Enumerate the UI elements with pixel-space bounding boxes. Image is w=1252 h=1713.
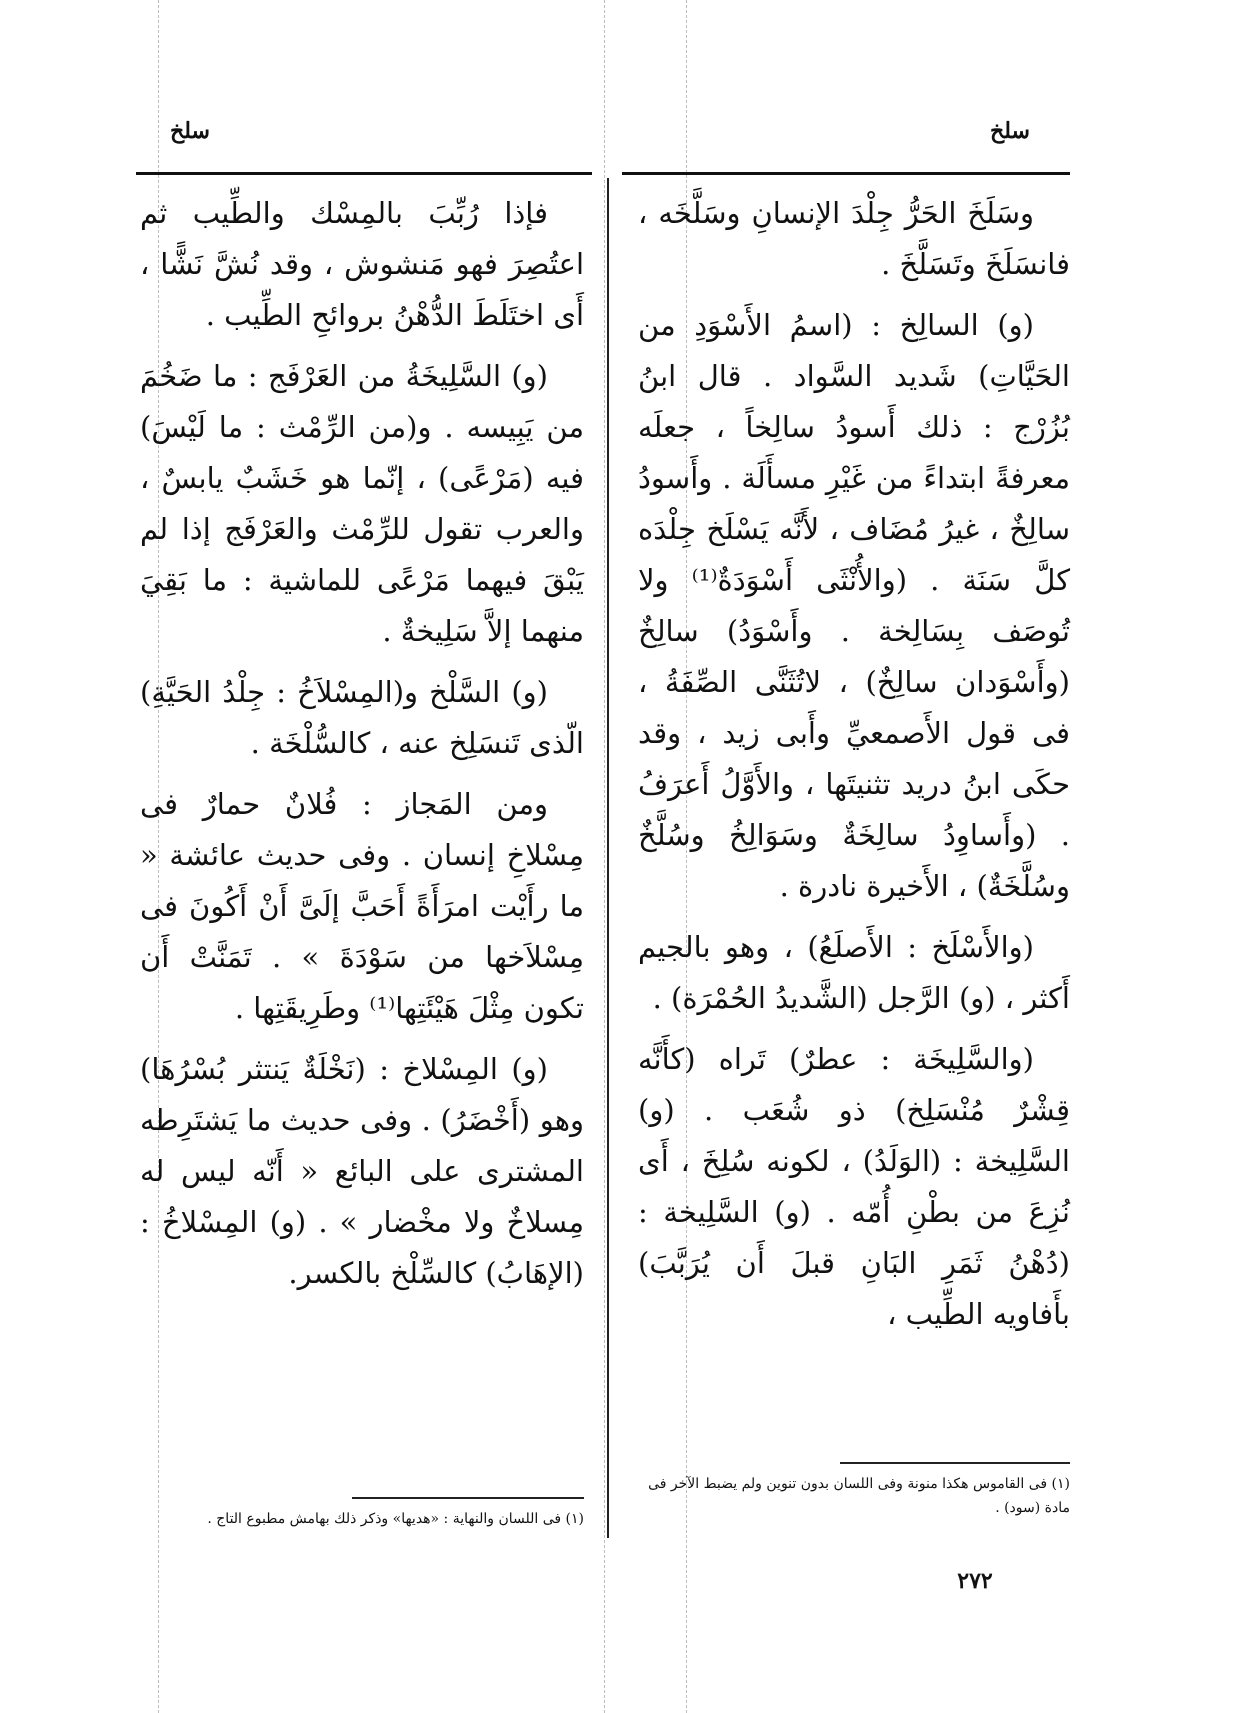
entry-paragraph: (والأَسْلَخ : الأَصلَعُ) ، وهو بالجيم أَكثر ، (و) الرَّجل (الشَّديدُ الحُمْرَة) .: [638, 930, 1070, 1015]
header-rule-left: [136, 172, 592, 175]
scan-fold-line: [604, 0, 605, 1713]
footnote-rule-left: [352, 1497, 584, 1499]
running-header-right: سلخ: [990, 118, 1030, 144]
entry-paragraph: (و) المِسْلاخ : (نَخْلَةٌ يَنتثر بُسْرُهَا) وهو (أَخْضَرُ) . وفى حديث ما يَشتَرِطه المشترى على البائع « أَنّه ليس له مِسلاخٌ ولا مخْضار » . (و) المِسْلاخُ : (الإهَابُ) كالسِّلْخ بالكسر.: [140, 1052, 584, 1290]
left-column: [140, 188, 584, 1309]
column-divider: [607, 178, 609, 1538]
entry-paragraph: (و) السَّلِيخَةُ من العَرْفَج : ما ضَخُمَ من يَبِيسه . و(من الرِّمْث : ما لَيْسَ) فيه (مَرْعًى) ، إنّما هو خَشَبٌ يابسٌ ، والعرب تقول للرِّمْث والعَرْفَج إذا لم يَبْقَ فيهما مَرْعًى للماشية : ما بَقِيَ منهما إلاَّ سَلِيخةٌ .: [140, 359, 584, 648]
entry-paragraph: (و) السَّلْخ و(المِسْلاَخُ : جِلْدُ الحَيَّةِ) الّذى تَنسَلِخ عنه ، كالسُّلْخَة .: [140, 675, 584, 760]
page-number: ٢٧٢: [957, 1568, 993, 1594]
entry-paragraph: وسَلَخَ الحَرُّ جِلْدَ الإنسانِ وسَلَّخَه ، فانسَلَخَ وتَسَلَّخَ .: [638, 196, 1070, 281]
right-column: [638, 188, 1070, 1350]
entry-paragraph: (و) السالِخ : (اسمُ الأَسْوَدِ من الحَيَّاتِ) شَديد السَّواد . قال ابنُ بُزُرْج : ذلك أَسودُ سالِخاً ، جعلَه معرفةً ابتداءً من غَيْرِ مسأَلَة . وأَسودُ سالِخٌ ، غيرُ مُضَاف ، لأَنَّه يَسْلَخ جِلْدَه كلَّ سَنَة . (والأُنْثَى أَسْوَدَةٌ⁽¹⁾ ولا تُوصَف بِسَالِخة . وأَسْوَدُ) سالِخٌ (وأَسْوَدان سالِخٌ) ، لاتُثَنَّى الصِّفَةُ ، فى قول الأَصمعيِّ وأَبى زيد ، وقد حكَى ابنُ دريد تثنيتَها ، والأَوَّلُ أَعرَفُ . (وأَساوِدُ سالِخَةٌ وسَوَالِخُ وسُلَّخٌ وسُلَّخَةٌ) ، الأَخيرة نادرة .: [638, 308, 1070, 903]
entry-paragraph: ومن المَجاز : فُلانٌ حمارٌ فى مِسْلاخِ إنسان . وفى حديث عائشة « ما رأَيْت امرَأَةً أَحَبَّ إلَىَّ أَنْ أَكُونَ فى مِسْلاَخها من سَوْدَةَ » . تَمَنَّتْ أَن تكون مِثْلَ هَيْئَتِها⁽¹⁾ وطَرِيقَتِها .: [140, 787, 584, 1025]
footnote-left: (١) فى اللسان والنهاية : «هديها» وذكر ذلك بهامش مطبوع التاج .: [207, 1511, 584, 1527]
entry-paragraph: فإذا رُبِّبَ بالمِسْك والطِّيب ثم اعتُصِرَ فهو مَنشوش ، وقد نُشَّ نَشًّا ، أَى اختَلَطَ الدُّهْنُ بروائحِ الطِّيب .: [140, 196, 584, 332]
header-rule-right: [622, 172, 1070, 175]
footnote-rule-right: [840, 1462, 1070, 1464]
entry-paragraph: (والسَّلِيخَة : عطرٌ) تَراه (كأَنَّه قِشْرٌ مُنْسَلِخ) ذو شُعَب . (و) السَّلِيخة : (الوَلَدُ) ، لكونه سُلِخَ ، أَى نُزِعَ من بطْنِ أُمّه . (و) السَّلِيخة : (دُهْنُ ثَمَرِ البَانِ قبلَ أَن يُرَبَّبَ) بأَفاويه الطِّيب ،: [638, 1042, 1070, 1331]
footnote-right: (١) فى القاموس هكذا منونة وفى اللسان بدون تنوين ولم يضبط الآخر فى مادة (سود) .: [648, 1476, 1070, 1516]
running-header-left: سلخ: [170, 118, 210, 144]
